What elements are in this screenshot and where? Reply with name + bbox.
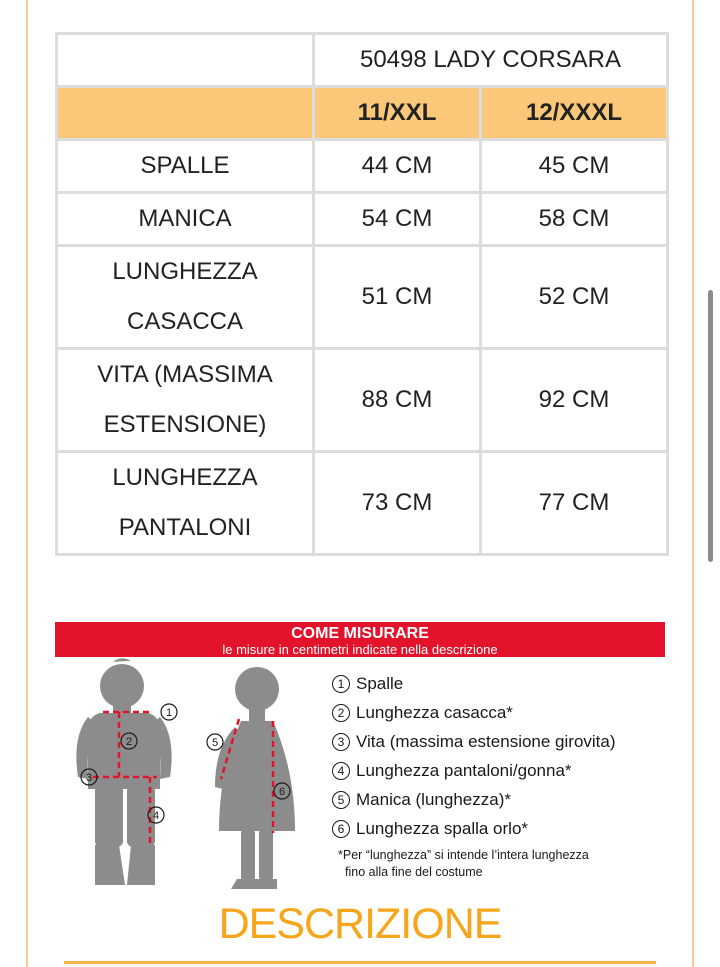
step-number: 5 (332, 791, 350, 809)
row-label: VITA (MASSIMA ESTENSIONE) (57, 349, 314, 452)
measure-figures-illustration (55, 657, 325, 892)
step-number: 1 (332, 675, 350, 693)
table-row (57, 349, 668, 452)
product-name: 50498 LADY CORSARA (314, 34, 668, 87)
row-label: MANICA (57, 193, 314, 246)
left-border-line (26, 0, 28, 967)
how-to-measure-subtitle: le misure in centimetri indicate nella descrizione (222, 642, 498, 657)
step-label: Spalle (356, 673, 404, 693)
row-value-size-2: 77 CM (481, 452, 668, 555)
row-value-size-2: 52 CM (481, 246, 668, 349)
size-header-1: 11/XXL (314, 87, 481, 140)
length-footnote (338, 847, 668, 881)
footnote-line-2: fino alla fine del costume (345, 865, 483, 879)
row-value-size-1: 73 CM (314, 452, 481, 555)
list-item (332, 727, 616, 756)
row-value-size-1: 88 CM (314, 349, 481, 452)
description-underline (64, 961, 656, 964)
list-item (332, 669, 616, 698)
how-to-measure-panel (55, 622, 665, 892)
size-header-2: 12/XXXL (481, 87, 668, 140)
table-row (57, 140, 668, 193)
size-table (55, 32, 669, 556)
row-value-size-2: 45 CM (481, 140, 668, 193)
figure-marker-6: 6 (278, 786, 286, 798)
row-value-size-1: 54 CM (314, 193, 481, 246)
step-label: Manica (lunghezza)* (356, 789, 511, 809)
figure-marker-1: 1 (165, 707, 173, 719)
figure-marker-4: 4 (152, 810, 160, 822)
right-border-line (692, 0, 694, 967)
footnote-line-1: *Per “lunghezza” si intende l’intera lunghezza (338, 848, 589, 862)
row-label: LUNGHEZZA CASACCA (57, 246, 314, 349)
figure-marker-5: 5 (211, 737, 219, 749)
table-row (57, 452, 668, 555)
table-row (57, 193, 668, 246)
list-item (332, 756, 616, 785)
table-row (57, 246, 668, 349)
figure-marker-3: 3 (85, 772, 93, 784)
table-title-row (57, 34, 668, 87)
empty-corner-cell (57, 34, 314, 87)
row-value-size-1: 51 CM (314, 246, 481, 349)
measure-steps-list (332, 669, 616, 843)
row-label: SPALLE (57, 140, 314, 193)
scrollbar-thumb[interactable] (708, 290, 713, 562)
step-number: 4 (332, 762, 350, 780)
step-label: Vita (massima estensione girovita) (356, 731, 616, 751)
step-label: Lunghezza pantaloni/gonna* (356, 760, 572, 780)
list-item (332, 814, 616, 843)
list-item (332, 785, 616, 814)
child-figure-side (215, 667, 295, 889)
size-header-row (57, 87, 668, 140)
list-item (332, 698, 616, 727)
step-label: Lunghezza spalla orlo* (356, 818, 529, 838)
empty-header-cell (57, 87, 314, 140)
description-heading: DESCRIZIONE (218, 900, 502, 948)
step-number: 2 (332, 704, 350, 722)
figure-marker-2: 2 (125, 736, 133, 748)
row-label: LUNGHEZZA PANTALONI (57, 452, 314, 555)
row-value-size-2: 58 CM (481, 193, 668, 246)
step-label: Lunghezza casacca* (356, 702, 513, 722)
how-to-measure-title: COME MISURARE (291, 625, 429, 642)
step-number: 6 (332, 820, 350, 838)
row-value-size-1: 44 CM (314, 140, 481, 193)
how-to-measure-banner (55, 622, 665, 657)
row-value-size-2: 92 CM (481, 349, 668, 452)
step-number: 3 (332, 733, 350, 751)
